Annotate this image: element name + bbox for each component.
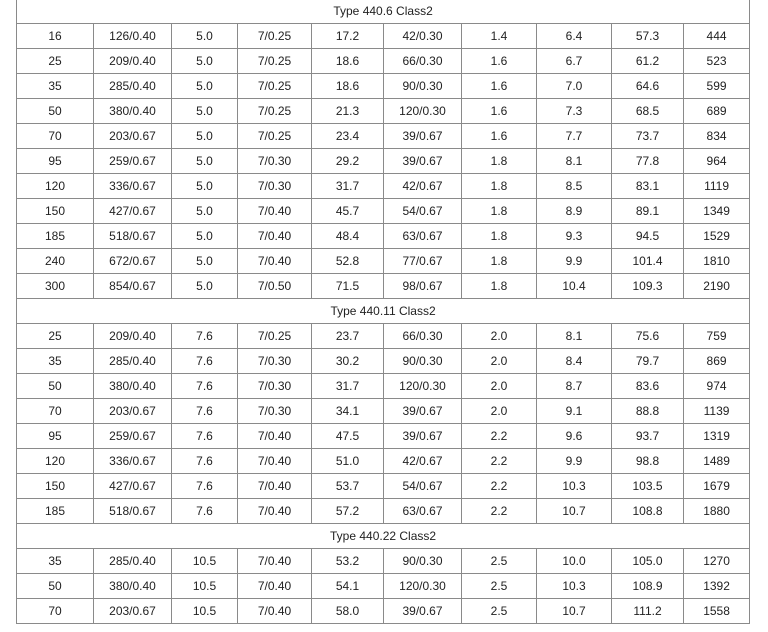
- table-cell: 285/0.40: [94, 74, 172, 99]
- table-cell: 380/0.40: [94, 574, 172, 599]
- table-cell: 9.1: [537, 399, 612, 424]
- table-cell: 1119: [684, 174, 750, 199]
- table-cell: 427/0.67: [94, 199, 172, 224]
- table-cell: 25: [17, 324, 94, 349]
- table-cell: 185: [17, 224, 94, 249]
- table-row: [17, 324, 750, 349]
- table-cell: 5.0: [172, 274, 238, 299]
- table-cell: 1679: [684, 474, 750, 499]
- table-cell: 105.0: [612, 549, 684, 574]
- table-cell: 79.7: [612, 349, 684, 374]
- table-cell: 7/0.40: [238, 549, 312, 574]
- table-cell: 1.6: [462, 99, 537, 124]
- table-cell: 518/0.67: [94, 224, 172, 249]
- table-cell: 103.5: [612, 474, 684, 499]
- table-cell: 523: [684, 49, 750, 74]
- table-cell: 21.3: [312, 99, 384, 124]
- table-cell: 7/0.25: [238, 24, 312, 49]
- table-cell: 7/0.40: [238, 499, 312, 524]
- table-cell: 10.3: [537, 574, 612, 599]
- table-cell: 95: [17, 149, 94, 174]
- table-cell: 57.2: [312, 499, 384, 524]
- table-cell: 42/0.67: [384, 449, 462, 474]
- table-cell: 380/0.40: [94, 374, 172, 399]
- table-cell: 2.0: [462, 374, 537, 399]
- table-cell: 203/0.67: [94, 124, 172, 149]
- table-cell: 120/0.30: [384, 574, 462, 599]
- table-cell: 77/0.67: [384, 249, 462, 274]
- table-cell: 10.0: [537, 549, 612, 574]
- table-cell: 7/0.50: [238, 274, 312, 299]
- table-cell: 2.0: [462, 324, 537, 349]
- table-row: [17, 549, 750, 574]
- table-cell: 8.7: [537, 374, 612, 399]
- table-cell: 10.5: [172, 574, 238, 599]
- table-cell: 9.3: [537, 224, 612, 249]
- table-cell: 336/0.67: [94, 449, 172, 474]
- table-cell: 25: [17, 49, 94, 74]
- table-cell: 380/0.40: [94, 99, 172, 124]
- table-cell: 1349: [684, 199, 750, 224]
- table-cell: 689: [684, 99, 750, 124]
- section-title: Type 440.11 Class2: [17, 299, 750, 324]
- table-cell: 5.0: [172, 174, 238, 199]
- table-cell: 6.7: [537, 49, 612, 74]
- table-cell: 68.5: [612, 99, 684, 124]
- table-cell: 98/0.67: [384, 274, 462, 299]
- table-cell: 50: [17, 374, 94, 399]
- table-cell: 45.7: [312, 199, 384, 224]
- table-cell: 1.6: [462, 74, 537, 99]
- table-cell: 2.5: [462, 574, 537, 599]
- table-cell: 2.2: [462, 499, 537, 524]
- table-cell: 35: [17, 74, 94, 99]
- section-header-row: [17, 0, 750, 24]
- table-cell: 93.7: [612, 424, 684, 449]
- table-cell: 83.6: [612, 374, 684, 399]
- table-row: [17, 499, 750, 524]
- table-cell: 1.6: [462, 124, 537, 149]
- table-row: [17, 49, 750, 74]
- table-cell: 7.6: [172, 474, 238, 499]
- table-cell: 89.1: [612, 199, 684, 224]
- table-cell: 64.6: [612, 74, 684, 99]
- table-cell: 75.6: [612, 324, 684, 349]
- table-cell: 1880: [684, 499, 750, 524]
- table-cell: 5.0: [172, 249, 238, 274]
- table-body: [17, 0, 750, 624]
- table-cell: 672/0.67: [94, 249, 172, 274]
- table-cell: 300: [17, 274, 94, 299]
- table-row: [17, 224, 750, 249]
- table-cell: 5.0: [172, 224, 238, 249]
- table-cell: 58.0: [312, 599, 384, 624]
- table-cell: 23.4: [312, 124, 384, 149]
- table-cell: 7/0.40: [238, 249, 312, 274]
- table-cell: 7/0.30: [238, 399, 312, 424]
- table-row: [17, 249, 750, 274]
- table-cell: 9.6: [537, 424, 612, 449]
- table-cell: 209/0.40: [94, 324, 172, 349]
- table-cell: 63/0.67: [384, 499, 462, 524]
- table-cell: 5.0: [172, 149, 238, 174]
- table-cell: 285/0.40: [94, 349, 172, 374]
- table-cell: 7/0.40: [238, 449, 312, 474]
- table-cell: 18.6: [312, 49, 384, 74]
- table-cell: 285/0.40: [94, 549, 172, 574]
- table-cell: 5.0: [172, 199, 238, 224]
- table-cell: 7.6: [172, 374, 238, 399]
- table-cell: 88.8: [612, 399, 684, 424]
- table-cell: 7/0.40: [238, 424, 312, 449]
- table-cell: 7.6: [172, 499, 238, 524]
- table-cell: 150: [17, 474, 94, 499]
- table-cell: 50: [17, 574, 94, 599]
- table-cell: 8.9: [537, 199, 612, 224]
- table-cell: 108.9: [612, 574, 684, 599]
- table-cell: 9.9: [537, 449, 612, 474]
- table-cell: 759: [684, 324, 750, 349]
- table-cell: 7/0.40: [238, 224, 312, 249]
- table-cell: 16: [17, 24, 94, 49]
- table-cell: 61.2: [612, 49, 684, 74]
- table-row: [17, 24, 750, 49]
- table-cell: 10.7: [537, 599, 612, 624]
- table-cell: 444: [684, 24, 750, 49]
- table-cell: 39/0.67: [384, 124, 462, 149]
- table-cell: 98.8: [612, 449, 684, 474]
- table-cell: 70: [17, 399, 94, 424]
- table-cell: 2.5: [462, 549, 537, 574]
- table-cell: 120: [17, 449, 94, 474]
- table-cell: 23.7: [312, 324, 384, 349]
- table-row: [17, 199, 750, 224]
- table-cell: 31.7: [312, 374, 384, 399]
- table-cell: 7/0.25: [238, 124, 312, 149]
- table-cell: 869: [684, 349, 750, 374]
- table-cell: 203/0.67: [94, 599, 172, 624]
- table-cell: 90/0.30: [384, 349, 462, 374]
- table-cell: 1270: [684, 549, 750, 574]
- table-cell: 7/0.25: [238, 324, 312, 349]
- table-cell: 2190: [684, 274, 750, 299]
- table-cell: 518/0.67: [94, 499, 172, 524]
- table-cell: 42/0.30: [384, 24, 462, 49]
- table-cell: 1.8: [462, 199, 537, 224]
- table-cell: 7/0.30: [238, 374, 312, 399]
- table-cell: 50: [17, 99, 94, 124]
- table-cell: 7.0: [537, 74, 612, 99]
- table-row: [17, 574, 750, 599]
- table-cell: 259/0.67: [94, 424, 172, 449]
- table-row: [17, 74, 750, 99]
- table-row: [17, 599, 750, 624]
- table-cell: 1319: [684, 424, 750, 449]
- table-cell: 7.6: [172, 424, 238, 449]
- table-cell: 101.4: [612, 249, 684, 274]
- table-cell: 71.5: [312, 274, 384, 299]
- table-cell: 10.4: [537, 274, 612, 299]
- table-cell: 47.5: [312, 424, 384, 449]
- table-cell: 5.0: [172, 24, 238, 49]
- table-cell: 35: [17, 549, 94, 574]
- table-cell: 120/0.30: [384, 374, 462, 399]
- table-cell: 54/0.67: [384, 199, 462, 224]
- table-cell: 1810: [684, 249, 750, 274]
- table-cell: 150: [17, 199, 94, 224]
- table-cell: 1139: [684, 399, 750, 424]
- table-cell: 120/0.30: [384, 99, 462, 124]
- table-cell: 7/0.40: [238, 199, 312, 224]
- table-cell: 7/0.30: [238, 174, 312, 199]
- table-cell: 974: [684, 374, 750, 399]
- table-cell: 7/0.40: [238, 474, 312, 499]
- table-cell: 39/0.67: [384, 424, 462, 449]
- table-cell: 7/0.30: [238, 149, 312, 174]
- table-cell: 10.5: [172, 599, 238, 624]
- table-cell: 10.3: [537, 474, 612, 499]
- table-cell: 2.2: [462, 474, 537, 499]
- table-cell: 8.4: [537, 349, 612, 374]
- table-row: [17, 424, 750, 449]
- table-cell: 90/0.30: [384, 549, 462, 574]
- table-cell: 39/0.67: [384, 149, 462, 174]
- table-cell: 5.0: [172, 49, 238, 74]
- table-cell: 8.5: [537, 174, 612, 199]
- table-cell: 2.0: [462, 399, 537, 424]
- table-cell: 1.4: [462, 24, 537, 49]
- cable-spec-table-container: [16, 0, 749, 624]
- table-cell: 336/0.67: [94, 174, 172, 199]
- table-cell: 83.1: [612, 174, 684, 199]
- table-row: [17, 474, 750, 499]
- table-cell: 73.7: [612, 124, 684, 149]
- table-cell: 427/0.67: [94, 474, 172, 499]
- table-cell: 7/0.25: [238, 49, 312, 74]
- table-cell: 1392: [684, 574, 750, 599]
- table-cell: 39/0.67: [384, 399, 462, 424]
- table-cell: 1529: [684, 224, 750, 249]
- section-title: Type 440.22 Class2: [17, 524, 750, 549]
- table-cell: 1.6: [462, 49, 537, 74]
- table-cell: 18.6: [312, 74, 384, 99]
- table-cell: 209/0.40: [94, 49, 172, 74]
- table-cell: 7/0.25: [238, 99, 312, 124]
- table-cell: 52.8: [312, 249, 384, 274]
- table-cell: 57.3: [612, 24, 684, 49]
- table-cell: 51.0: [312, 449, 384, 474]
- table-row: [17, 149, 750, 174]
- table-cell: 834: [684, 124, 750, 149]
- table-cell: 66/0.30: [384, 49, 462, 74]
- section-header-row: [17, 524, 750, 549]
- table-cell: 54.1: [312, 574, 384, 599]
- table-cell: 1489: [684, 449, 750, 474]
- table-cell: 66/0.30: [384, 324, 462, 349]
- table-cell: 9.9: [537, 249, 612, 274]
- table-cell: 1.8: [462, 149, 537, 174]
- table-cell: 70: [17, 599, 94, 624]
- table-cell: 599: [684, 74, 750, 99]
- table-cell: 53.2: [312, 549, 384, 574]
- table-cell: 7.6: [172, 449, 238, 474]
- table-cell: 70: [17, 124, 94, 149]
- table-cell: 7/0.40: [238, 574, 312, 599]
- table-cell: 7.7: [537, 124, 612, 149]
- table-cell: 126/0.40: [94, 24, 172, 49]
- table-row: [17, 449, 750, 474]
- table-cell: 185: [17, 499, 94, 524]
- table-cell: 203/0.67: [94, 399, 172, 424]
- table-cell: 35: [17, 349, 94, 374]
- table-cell: 2.2: [462, 424, 537, 449]
- table-cell: 5.0: [172, 124, 238, 149]
- table-cell: 111.2: [612, 599, 684, 624]
- table-cell: 48.4: [312, 224, 384, 249]
- table-cell: 53.7: [312, 474, 384, 499]
- table-cell: 31.7: [312, 174, 384, 199]
- table-cell: 108.8: [612, 499, 684, 524]
- table-row: [17, 174, 750, 199]
- table-cell: 39/0.67: [384, 599, 462, 624]
- table-cell: 34.1: [312, 399, 384, 424]
- section-title: Type 440.6 Class2: [17, 0, 750, 24]
- table-cell: 1558: [684, 599, 750, 624]
- table-cell: 77.8: [612, 149, 684, 174]
- table-cell: 8.1: [537, 149, 612, 174]
- table-cell: 63/0.67: [384, 224, 462, 249]
- table-cell: 10.7: [537, 499, 612, 524]
- table-row: [17, 399, 750, 424]
- table-cell: 10.5: [172, 549, 238, 574]
- table-cell: 240: [17, 249, 94, 274]
- table-cell: 8.1: [537, 324, 612, 349]
- table-cell: 6.4: [537, 24, 612, 49]
- table-cell: 42/0.67: [384, 174, 462, 199]
- table-cell: 54/0.67: [384, 474, 462, 499]
- table-cell: 259/0.67: [94, 149, 172, 174]
- table-cell: 29.2: [312, 149, 384, 174]
- section-header-row: [17, 299, 750, 324]
- table-cell: 1.8: [462, 249, 537, 274]
- table-cell: 7/0.40: [238, 599, 312, 624]
- table-cell: 120: [17, 174, 94, 199]
- table-row: [17, 274, 750, 299]
- table-cell: 109.3: [612, 274, 684, 299]
- table-row: [17, 124, 750, 149]
- table-row: [17, 349, 750, 374]
- table-cell: 5.0: [172, 99, 238, 124]
- table-cell: 90/0.30: [384, 74, 462, 99]
- table-cell: 1.8: [462, 224, 537, 249]
- table-cell: 2.5: [462, 599, 537, 624]
- table-cell: 7.6: [172, 399, 238, 424]
- table-cell: 854/0.67: [94, 274, 172, 299]
- cable-spec-table: [16, 0, 750, 624]
- table-cell: 2.0: [462, 349, 537, 374]
- table-cell: 7/0.25: [238, 74, 312, 99]
- table-cell: 2.2: [462, 449, 537, 474]
- table-row: [17, 99, 750, 124]
- table-cell: 5.0: [172, 74, 238, 99]
- table-cell: 7.6: [172, 349, 238, 374]
- table-cell: 94.5: [612, 224, 684, 249]
- table-cell: 964: [684, 149, 750, 174]
- table-cell: 95: [17, 424, 94, 449]
- table-cell: 7.6: [172, 324, 238, 349]
- table-cell: 1.8: [462, 274, 537, 299]
- table-cell: 17.2: [312, 24, 384, 49]
- table-row: [17, 374, 750, 399]
- table-cell: 30.2: [312, 349, 384, 374]
- table-cell: 1.8: [462, 174, 537, 199]
- table-cell: 7/0.30: [238, 349, 312, 374]
- table-cell: 7.3: [537, 99, 612, 124]
